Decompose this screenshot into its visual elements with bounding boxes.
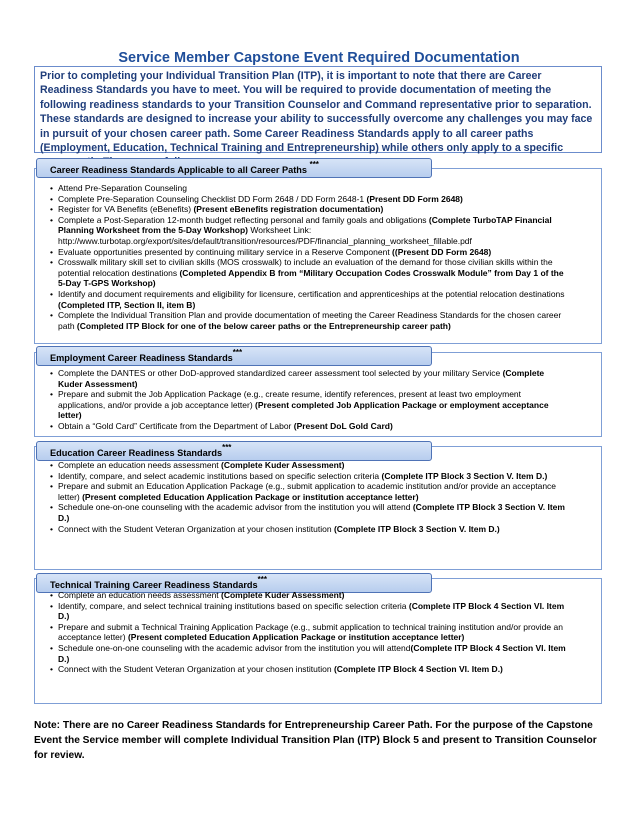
- standard-item: [50, 215, 570, 247]
- standard-item: [50, 389, 570, 421]
- standard-text: Obtain a “Gold Card” Certificate from the Department of Labor: [58, 420, 294, 431]
- standard-item: [50, 590, 570, 601]
- required-evidence: (Complete Kuder Assessment): [58, 368, 545, 389]
- section-heading-text: Technical Training Career Readiness Standards: [50, 580, 258, 591]
- standard-item: [50, 183, 570, 194]
- page-title: Service Member Capstone Event Required Documentation: [118, 50, 520, 66]
- standards-list: [50, 590, 570, 675]
- standard-item: [50, 622, 570, 643]
- standard-text: Identify, compare, and select technical training institutions based on specific selection criteria: [58, 600, 409, 611]
- standard-item: [50, 460, 570, 471]
- required-evidence: (Complete ITP Block 3 Section V. Item D.): [58, 502, 565, 523]
- standard-text: Identify and document requirements and eligibility for licensure, certification and apprenticeships at the potential relocation destinations: [58, 288, 565, 299]
- standard-text: Evaluate opportunities presented by continuing military service in a Reserve Component: [58, 246, 393, 257]
- standards-list: [50, 460, 570, 534]
- intro-box: Prior to completing your Individual Transition Plan (ITP), it is important to note that there are Career Readiness Standards you have to meet. You will be required to provide documentation of meeting the following readiness standards to your Transition Counselor and Command representative prior to separation. These standards are designed to increase your ability to successfully overcome any challenges you may face in pursuit of your chosen career path. Some Career Readiness Standards apply to all career paths (Employment, Education, Technical Training and Entrepreneurship) while others only apply to a specific: [34, 66, 602, 153]
- required-evidence: (Complete TurboTAP Financial Planning Worksheet from the 5-Day Workshop): [58, 214, 552, 236]
- section-heading-text: Employment Career Readiness Standards: [50, 353, 233, 364]
- required-evidence: (Completed ITP Block for one of the below career paths or the Entrepreneurship career path): [76, 320, 451, 331]
- required-evidence: (Present completed Education Application Package or institution acceptance letter): [127, 632, 465, 643]
- required-evidence: (Complete ITP Block 3 Section V. Item D.): [381, 470, 548, 481]
- standard-item: [50, 421, 570, 432]
- stars-marker: ***: [257, 575, 267, 584]
- standard-text: Complete the Individual Transition Plan and provide documentation of meeting the Career Readiness Standards for the chosen career path: [58, 310, 562, 331]
- standard-item: [50, 194, 570, 205]
- standard-item: [50, 247, 570, 258]
- standard-item: [50, 481, 570, 502]
- section-heading-all-career-paths: [36, 158, 432, 178]
- standard-text: Complete an education needs assessment: [58, 590, 222, 600]
- standard-text: Connect with the Student Veteran Organization at your chosen institution: [58, 664, 334, 675]
- stars-marker: ***: [222, 443, 232, 452]
- standard-item: [50, 289, 570, 310]
- standard-item: [50, 368, 570, 389]
- standard-item: [50, 310, 570, 331]
- standard-item: [50, 204, 570, 215]
- required-evidence: (Complete Kuder Assessment): [221, 460, 345, 470]
- required-evidence: (Present DD Form 2648): [366, 193, 463, 204]
- required-evidence: (Present completed Job Application Package or employment acceptance letter): [58, 399, 549, 421]
- footer-note: Note: There are no Career Readiness Standards for Entrepreneurship Career Path. For the purpose of the Capstone Event the Service member will complete Individual Transition Plan (ITP) Block 5 and present to Transition Counselor for review.: [34, 720, 597, 761]
- required-evidence: (Present completed Education Application Package or institution acceptance letter): [82, 491, 419, 502]
- required-evidence: (Complete ITP Block 3 Section V. Item D.): [333, 523, 500, 534]
- standard-text: Prepare and submit the Job Application Package (e.g., create resume, identify references, present at least two employment applications, and/or provide a job acceptance letter): [58, 389, 522, 410]
- standard-text: Attend Pre-Separation Counseling: [58, 183, 187, 193]
- standard-text: Complete Pre-Separation Counseling Checklist DD Form 2648 / DD Form 2648-1: [58, 193, 367, 204]
- required-evidence: (Complete Kuder Assessment): [221, 590, 345, 600]
- standard-item: [50, 471, 570, 482]
- section-heading-education: [36, 441, 432, 461]
- standard-text: Crosswalk military skill set to civilian skills (MOS crosswalk) to include an evaluation of the demand for those civilian skills within the potential relocation destinations: [58, 257, 553, 278]
- standard-text: Identify, compare, and select academic institutions based on specific selection criteria: [58, 470, 382, 481]
- standard-item: [50, 524, 570, 535]
- required-evidence: (Complete ITP Block 4 Section VI. Item D.): [333, 664, 503, 675]
- standard-text: Prepare and submit an Education Application Package (e.g., submit application to academic institution and/or provide an acceptance letter): [58, 481, 557, 502]
- required-evidence: (Complete ITP Block 4 Section VI. Item D.): [58, 600, 565, 622]
- standard-item: [50, 502, 570, 523]
- standard-text: Complete a Post-Separation 12-month budget reflecting personal and family goals and obligations: [58, 214, 429, 225]
- standard-item: [50, 643, 570, 664]
- standard-text: Register for VA Benefits (eBenefits): [58, 204, 194, 215]
- standard-text: Schedule one-on-one counseling with the academic advisor from the institution you will attend: [58, 642, 411, 653]
- standards-list: [50, 368, 570, 432]
- stars-marker: ***: [232, 348, 243, 357]
- standards-list: [50, 183, 570, 331]
- section-heading-employment: [36, 346, 432, 366]
- section-heading-text: Education Career Readiness Standards: [50, 448, 223, 459]
- standard-text: Complete the DANTES or other DoD-approved standardized career assessment tool selected by your military Service: [58, 368, 503, 378]
- standard-text: Prepare and submit a Technical Training Application Package (e.g., submit application to technical training institution and/or provide an acceptance letter): [58, 621, 563, 643]
- section-heading-text: Career Readiness Standards Applicable to all Career Paths: [50, 165, 308, 176]
- standard-text: Schedule one-on-one counseling with the academic advisor from the institution you will attend: [58, 502, 413, 513]
- required-evidence: ((Present DD Form 2648): [392, 246, 492, 257]
- required-evidence: (Complete ITP Block 4 Section VI. Item D.): [58, 642, 566, 664]
- required-evidence: (Present DoL Gold Card): [293, 420, 393, 431]
- standard-text: Complete an education needs assessment: [58, 460, 222, 470]
- standard-item: [50, 601, 570, 622]
- required-evidence: (Completed Appendix B from “Military Occupation Codes Crosswalk Module” from Day 1 of the 5-Day T-GPS Workshop): [58, 267, 564, 289]
- stars-marker: ***: [309, 160, 319, 169]
- standard-item: [50, 664, 570, 675]
- standard-item: [50, 257, 570, 289]
- worksheet-link-text: Worksheet Link: http://www.turbotap.org/export/sites/default/transition/resources/PDF/financial_planning_worksheet_fillable.pdf: [58, 225, 472, 246]
- required-evidence: (Completed ITP, Section II, item B): [58, 299, 196, 310]
- required-evidence: (Present eBenefits registration documentation): [193, 204, 384, 215]
- standard-text: Connect with the Student Veteran Organization at your chosen institution: [58, 523, 334, 534]
